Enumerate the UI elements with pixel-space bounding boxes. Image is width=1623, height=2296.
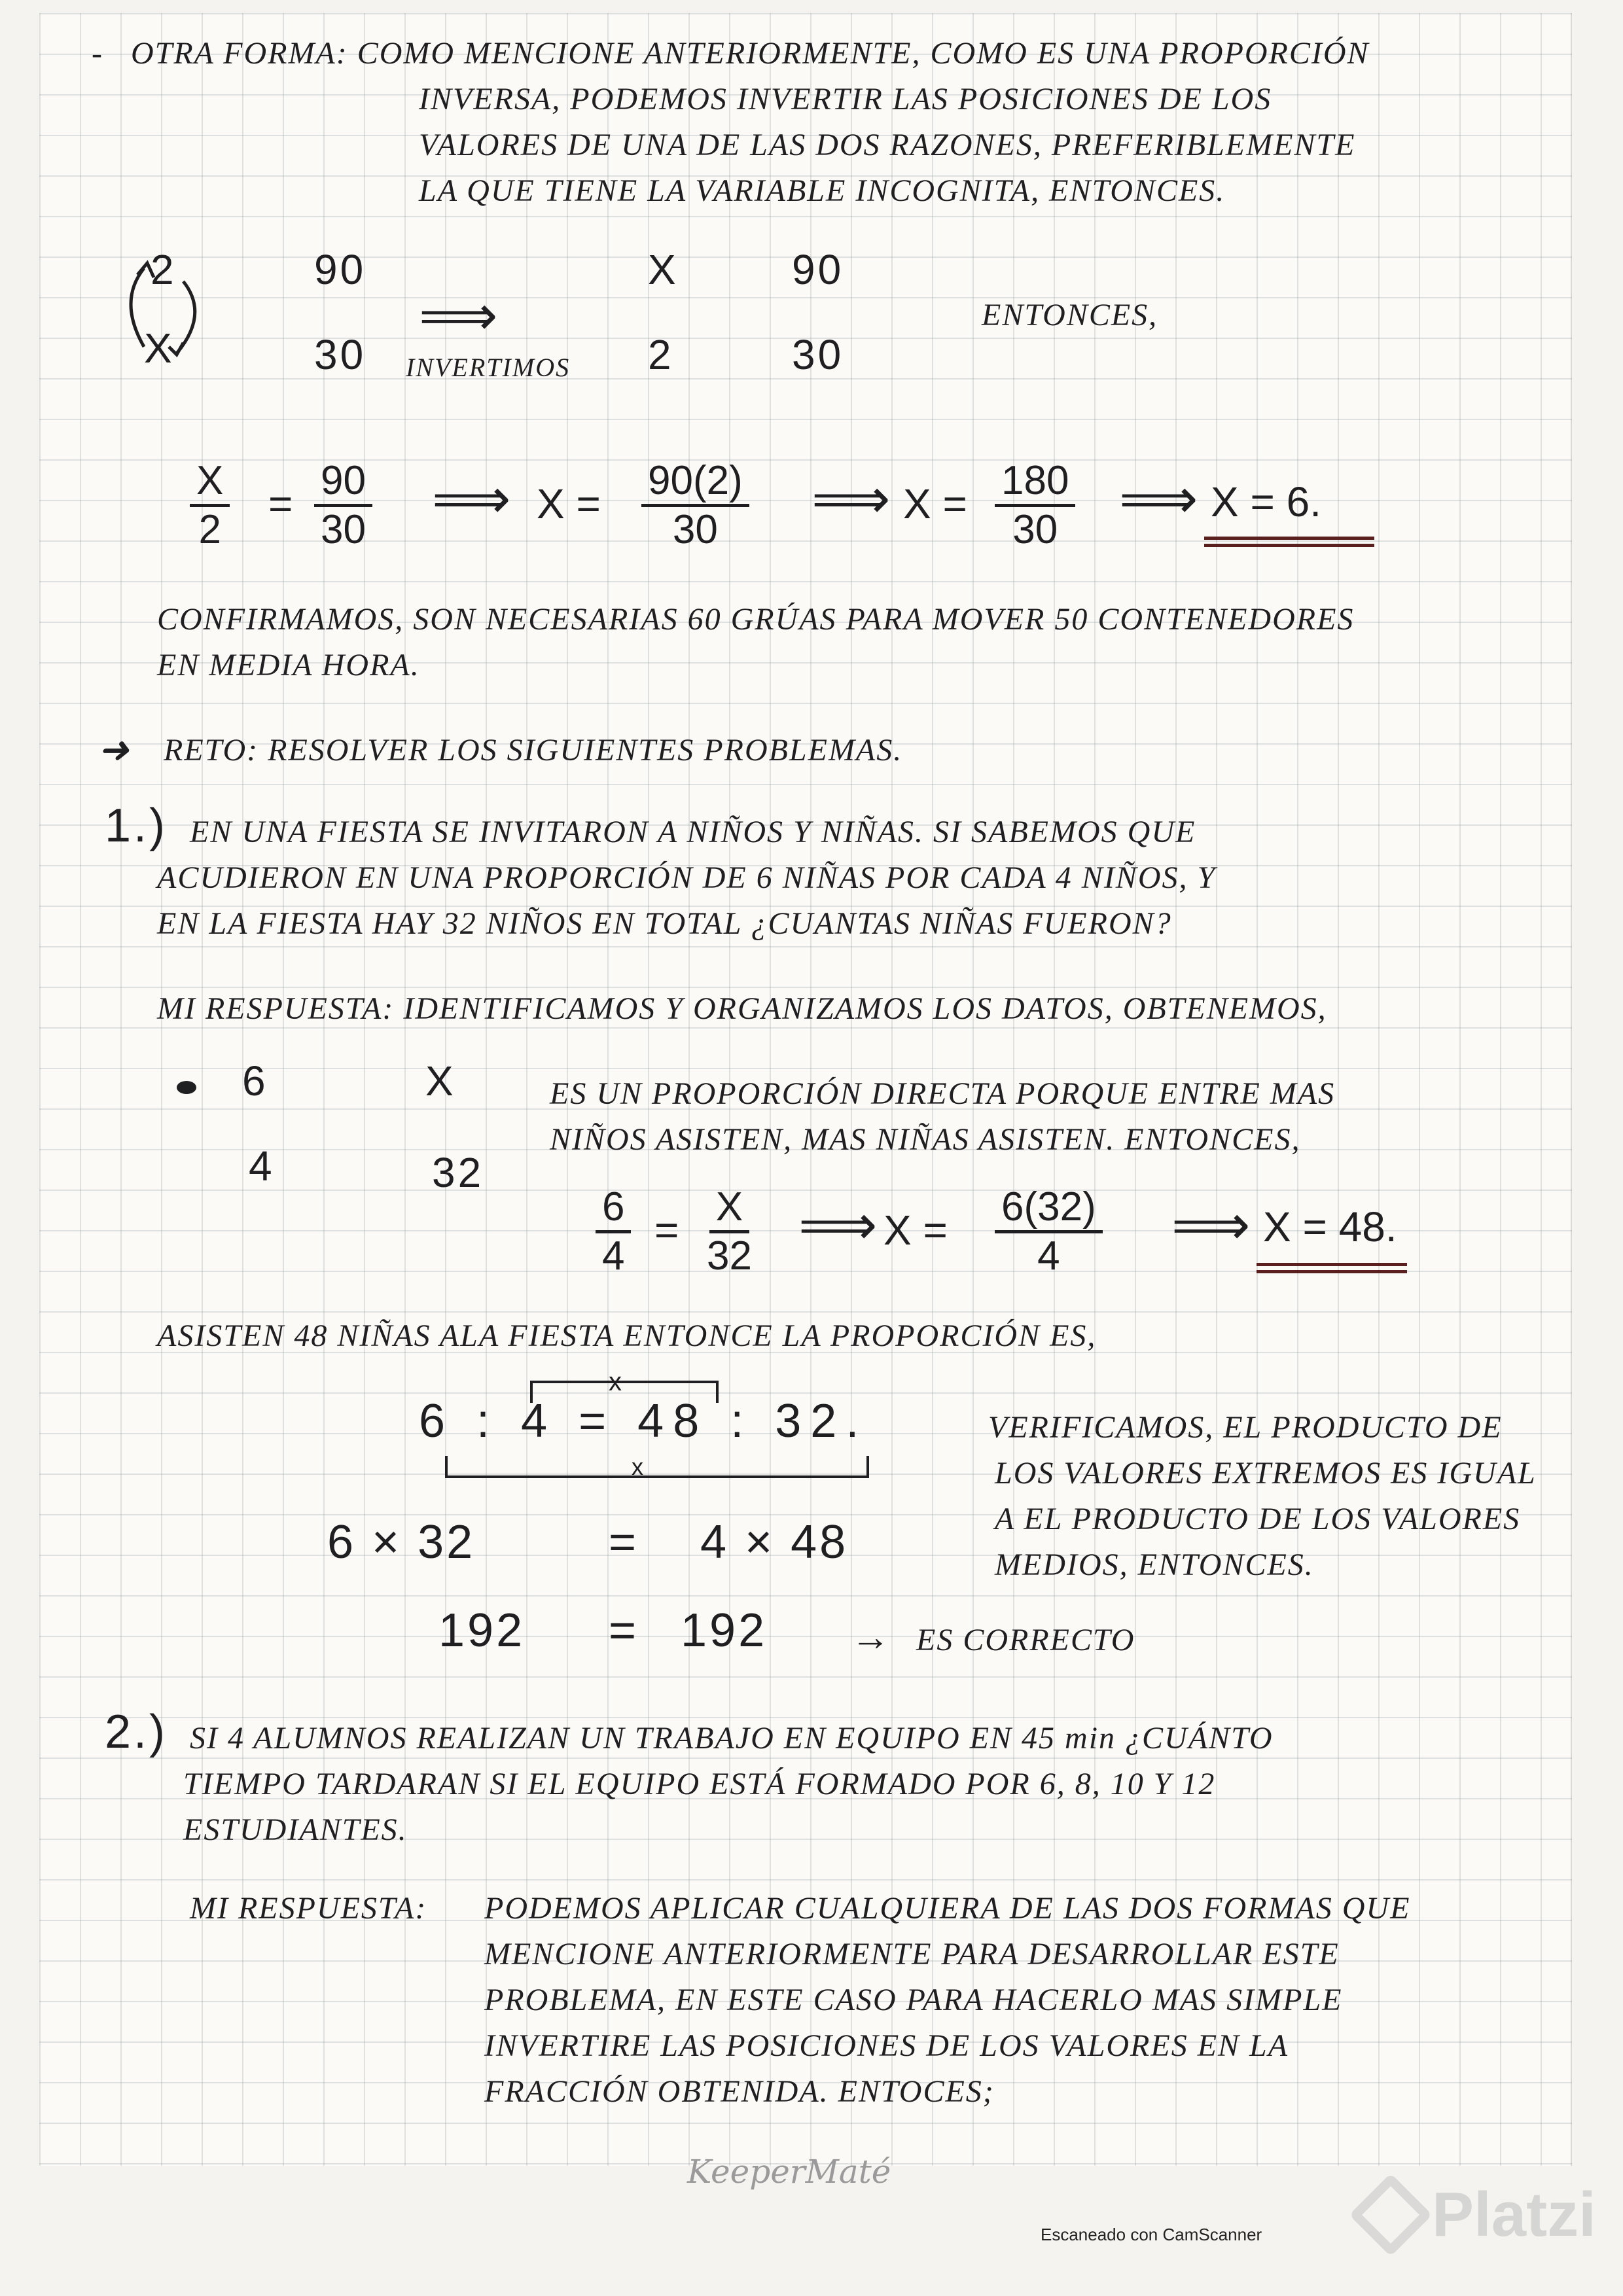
p1-table-c: 4 xyxy=(249,1142,275,1190)
result-double-underline xyxy=(1204,537,1374,547)
invert-right-top-var: X xyxy=(648,246,679,293)
p1-verify-2: LOS VALORES EXTREMOS ES IGUAL xyxy=(995,1456,1537,1491)
eq1-x-equals-2: X = xyxy=(903,480,967,527)
notebook-brand-watermark: KeeperMaté xyxy=(687,2153,891,2191)
problem-1-line-1: EN UNA FIESTA SE INVITARON A NIÑOS Y NIÑAS. SI SABEMOS QUE xyxy=(190,815,1196,849)
problem-2-answer-3: PROBLEMA, EN ESTE CASO PARA HACERLO MAS SIMPLE xyxy=(484,1983,1343,2017)
p1-check-text: ES CORRECTO xyxy=(916,1623,1135,1657)
p1-table-a: 6 xyxy=(242,1057,268,1104)
result-double-underline xyxy=(1257,1263,1407,1273)
eq1-equals: = xyxy=(268,480,293,527)
eq1-fraction-1: $\frac{X}{2}$ xyxy=(190,458,230,553)
problem-2-answer-4: INVERTIRE LAS POSICIONES DE LOS VALORES EN LA xyxy=(484,2028,1289,2063)
extremes-cross-mark: x xyxy=(632,1453,646,1480)
problem-2-line-2: TIEMPO TARDARAN SI EL EQUIPO ESTÁ FORMADO POR 6, 8, 10 Y 12 xyxy=(183,1767,1216,1801)
reto-title: RETO: RESOLVER LOS SIGUIENTES PROBLEMAS. xyxy=(164,733,903,768)
platzi-wordmark: Platzi xyxy=(1432,2180,1596,2250)
check-arrow-icon: → xyxy=(851,1616,891,1659)
problem-2-line-1: SI 4 ALUMNOS REALIZAN UN TRABAJO EN EQUIPO EN 45 min ¿CUÁNTO xyxy=(190,1721,1274,1756)
means-cross-mark: x xyxy=(609,1368,624,1396)
confirm-line-2: EN MEDIA HORA. xyxy=(157,648,420,682)
p1-verify-3: A EL PRODUCTO DE LOS VALORES xyxy=(995,1502,1521,1536)
intro-dash: - xyxy=(92,36,103,71)
problem-1-line-2: ACUDIERON EN UNA PROPORCIÓN DE 6 NIÑAS POR CADA 4 NIÑOS, Y xyxy=(157,860,1217,895)
p1-fraction-2: $\frac{X}{32}$ xyxy=(707,1184,752,1279)
invert-label: INVERTIMOS xyxy=(406,353,571,382)
problem-2-answer-1: PODEMOS APLICAR CUALQUIERA DE LAS DOS FORMAS QUE xyxy=(484,1891,1411,1926)
problem-1-answer: MI RESPUESTA: IDENTIFICAMOS Y ORGANIZAMOS LOS DATOS, OBTENEMOS, xyxy=(157,991,1327,1026)
implies-arrow-icon: ⟹ xyxy=(1119,467,1198,531)
notebook-page xyxy=(39,13,1572,2166)
invert-right-top: 90 xyxy=(792,246,844,293)
bullet-mark xyxy=(177,1081,196,1094)
invert-left-bottom: 30 xyxy=(314,331,366,378)
p1-check-right: 192 xyxy=(681,1604,768,1657)
intro-line-3: VALORES DE UNA DE LAS DOS RAZONES, PREFERIBLEMENTE xyxy=(419,128,1356,162)
eq1-fraction-2: $\frac{90}{30}$ xyxy=(314,458,372,553)
p1-product-left: 6 × 32 xyxy=(327,1516,476,1568)
p1-x-equals: X = xyxy=(883,1207,948,1254)
problem-2-answer-2: MENCIONE ANTERIORMENTE PARA DESARROLLAR ESTE xyxy=(484,1937,1340,1971)
intro-line-4: LA QUE TIENE LA VARIABLE INCOGNITA, ENTONCES. xyxy=(419,173,1226,208)
p1-fraction-1: $\frac{6}{4}$ xyxy=(596,1184,631,1279)
platzi-diamond-icon xyxy=(1349,2173,1432,2256)
p1-check-left: 192 xyxy=(438,1604,526,1657)
p1-table-d: 32 xyxy=(432,1149,484,1196)
problem-2-number: 2.) xyxy=(105,1706,168,1758)
intro-line-2: INVERSA, PODEMOS INVERTIR LAS POSICIONES DE LOS xyxy=(419,82,1272,116)
implies-arrow-icon: ⟹ xyxy=(812,467,891,531)
implies-arrow-icon: ⟹ xyxy=(432,467,511,531)
invert-right-bottom-var: 2 xyxy=(648,331,674,378)
invert-left-bottom-var: X xyxy=(144,325,175,372)
problem-1-number: 1.) xyxy=(105,800,168,852)
p1-explain-1: ES UN PROPORCIÓN DIRECTA PORQUE ENTRE MAS xyxy=(550,1076,1336,1111)
p1-equals: = xyxy=(654,1207,679,1254)
eq1-fraction-3: $\frac{90(2)}{30}$ xyxy=(641,458,749,553)
p1-table-b: X xyxy=(425,1057,456,1104)
implies-arrow-icon: ⟹ xyxy=(419,283,498,347)
eq1-x-equals: X = xyxy=(537,480,601,527)
p1-product-eq: = xyxy=(609,1516,639,1568)
invert-left-mid: 90 xyxy=(314,246,366,293)
eq1-fraction-4: $\frac{180}{30}$ xyxy=(995,458,1075,553)
confirm-line-1: CONFIRMAMOS, SON NECESARIAS 60 GRÚAS PARA MOVER 50 CONTENEDORES xyxy=(157,602,1355,637)
problem-2-answer-label: MI RESPUESTA: xyxy=(190,1891,427,1926)
p1-product-right: 4 × 48 xyxy=(700,1516,849,1568)
invert-right-bottom: 30 xyxy=(792,331,844,378)
p1-verify-4: MEDIOS, ENTONCES. xyxy=(995,1547,1314,1582)
swap-arrows-icon xyxy=(118,255,209,366)
invert-left-top: 2 xyxy=(151,246,177,293)
problem-2-answer-5: FRACCIÓN OBTENIDA. ENTOCES; xyxy=(484,2074,995,2109)
eq1-result: X = 6. xyxy=(1211,478,1321,525)
invert-then: ENTONCES, xyxy=(982,298,1158,332)
implies-arrow-icon: ⟹ xyxy=(798,1193,878,1257)
p1-fraction-3: $\frac{6(32)}{4}$ xyxy=(995,1184,1103,1279)
p1-conclusion: ASISTEN 48 NIÑAS ALA FIESTA ENTONCE LA PROPORCIÓN ES, xyxy=(157,1318,1097,1353)
p1-result: X = 48. xyxy=(1263,1203,1397,1250)
p1-proportion: 6 : 4 = 48 : 32. xyxy=(419,1395,868,1447)
problem-1-line-3: EN LA FIESTA HAY 32 NIÑOS EN TOTAL ¿CUANTAS NIÑAS FUERON? xyxy=(157,906,1172,941)
intro-line-1: OTRA FORMA: COMO MENCIONE ANTERIORMENTE, COMO ES UNA PROPORCIÓN xyxy=(131,36,1370,71)
scanner-credit: Escaneado con CamScanner xyxy=(1041,2225,1262,2244)
implies-arrow-icon: ⟹ xyxy=(1171,1193,1251,1257)
problem-2-line-3: ESTUDIANTES. xyxy=(183,1812,408,1847)
p1-explain-2: NIÑOS ASISTEN, MAS NIÑAS ASISTEN. ENTONCES, xyxy=(550,1122,1301,1157)
extremes-bracket xyxy=(445,1456,869,1478)
p1-check-eq: = xyxy=(609,1604,639,1657)
platzi-logo xyxy=(1361,2179,1596,2251)
reto-arrow-icon: ➜ xyxy=(98,730,130,771)
p1-verify-1: VERIFICAMOS, EL PRODUCTO DE xyxy=(988,1410,1503,1445)
